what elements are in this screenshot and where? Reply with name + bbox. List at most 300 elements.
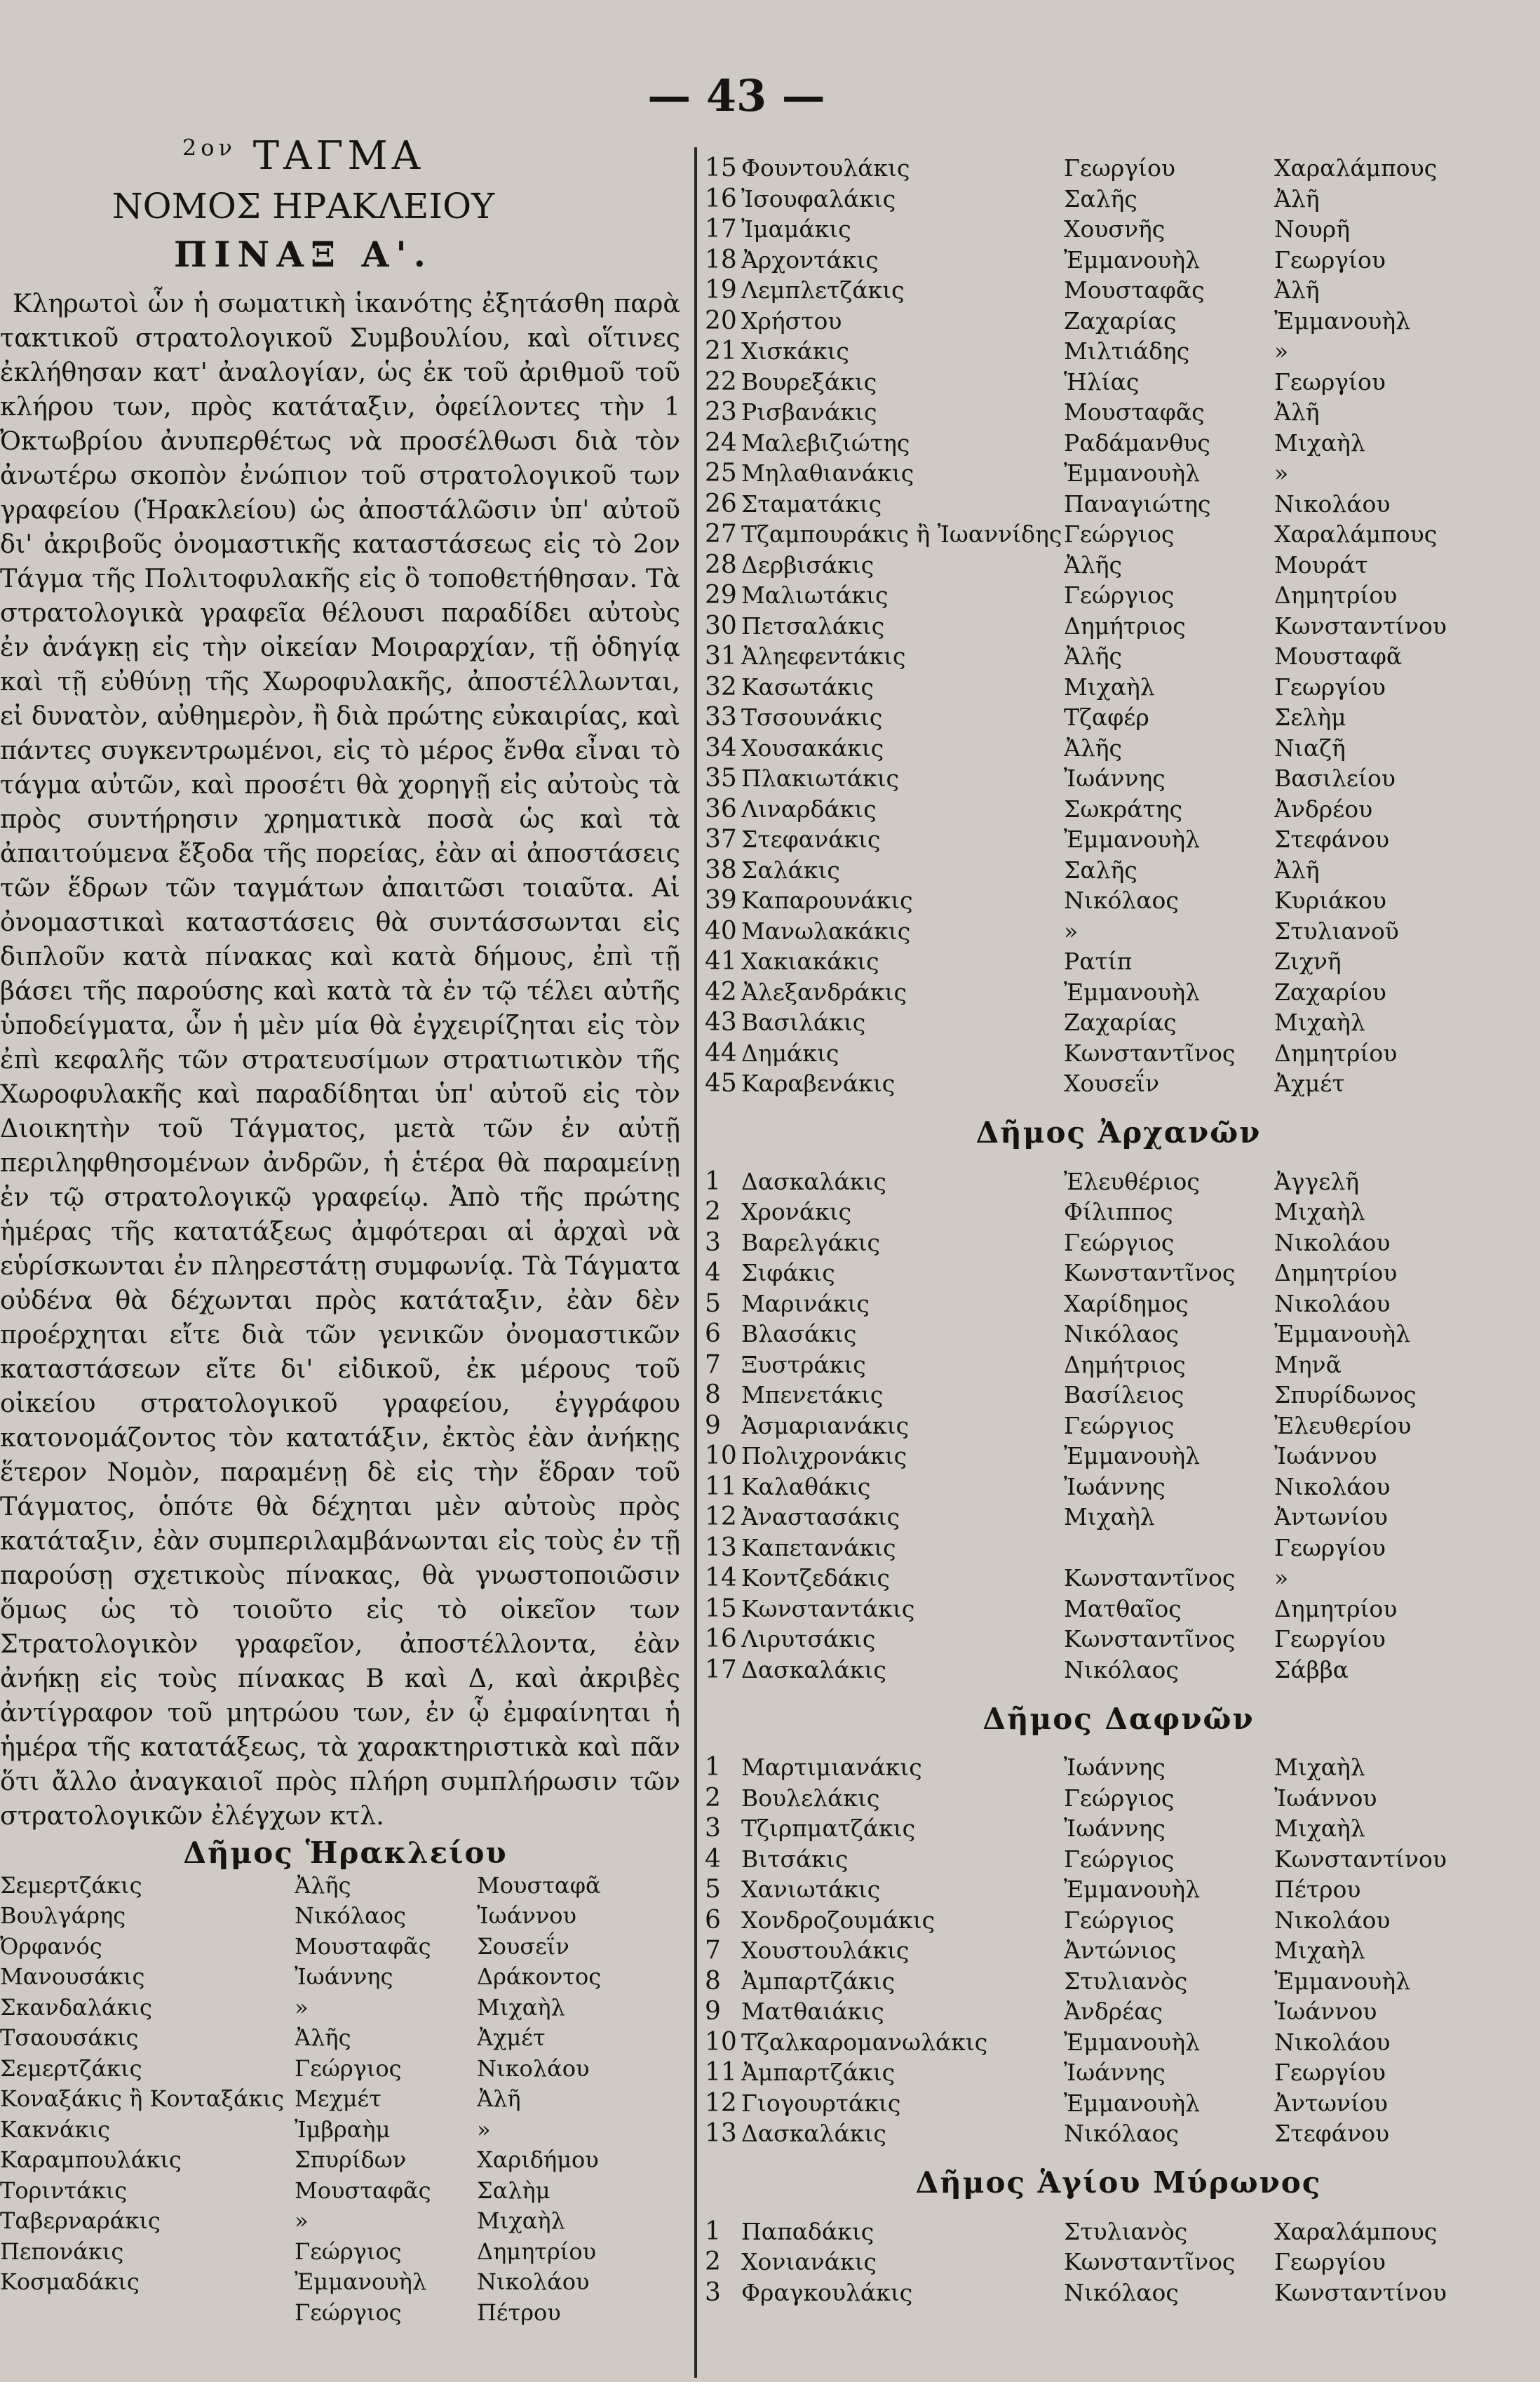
surname-cell: Χρήστου [741,307,842,335]
first-name-cell: Κωνσταντῖνος [1064,1259,1236,1287]
table-row [705,1844,1532,1875]
first-name-cell: Σαλῆς [1064,184,1137,213]
father-name-cell: Δημητρίου [1274,581,1398,610]
row-number-cell: 20 [705,306,737,335]
surname-cell: Σεμερτζάκις [0,1871,142,1899]
table-row [705,1563,1532,1594]
agiou-myronos-table [705,2216,1532,2308]
first-name-cell: » [295,2207,309,2235]
table-row [705,1472,1532,1502]
row-number-cell: 4 [705,1844,721,1873]
first-name-cell: Ἰωάννης [1064,765,1166,793]
surname-cell: Κωνσταντάκις [741,1594,915,1622]
surname-cell: Πλακιωτάκις [741,765,900,793]
row-number-cell: 39 [705,886,737,915]
first-name-cell: Μιχαὴλ [1064,1503,1155,1531]
table-row [705,153,1532,184]
row-number-cell: 6 [705,1905,721,1934]
row-number-cell: 24 [705,428,737,457]
father-name-cell: Μιχαὴλ [1274,1937,1365,1965]
table-row [705,1038,1532,1069]
first-name-cell: Γεώργιος [295,2054,402,2082]
table-row [705,977,1532,1008]
table-row [705,1258,1532,1288]
father-name-cell: Νιαζῆ [1274,734,1346,762]
table-row [705,1166,1532,1197]
surname-cell: Τσαουσάκις [0,2024,139,2052]
father-name-cell: Νικολάου [1274,2028,1391,2056]
table-row [705,611,1532,642]
page-number: — 43 — [647,70,825,121]
table-row [705,1874,1532,1905]
surname-cell: Βιτσάκις [741,1845,849,1873]
surname-cell: Ἀλεξανδράκις [741,978,907,1006]
row-number-cell: 2 [705,1197,721,1227]
surname-cell: Χρονάκις [741,1198,852,1226]
first-name-cell: Ζαχαρίας [1064,307,1177,335]
table-row [0,2206,610,2237]
left-column [0,133,691,2371]
father-name-cell: Ἀλῆ [1274,856,1320,884]
table-row [705,672,1532,703]
first-name-cell: Στυλιανὸς [1064,1967,1188,1995]
table-row [705,275,1532,306]
table-row [705,367,1532,398]
first-name-cell: Σωκράτης [1064,795,1183,823]
father-name-cell: Ἰωάννου [1274,1442,1377,1470]
first-name-cell: Ἀλῆς [295,2024,351,2052]
table-row [705,733,1532,764]
father-name-cell: Μιχαὴλ [477,1993,565,2021]
row-number-cell: 3 [705,1814,721,1843]
first-name-cell: Νικόλαος [1064,1655,1179,1683]
father-name-cell: Δράκοντος [477,1963,602,1991]
row-number-cell: 7 [705,1350,721,1379]
father-name-cell: Δημητρίου [477,2238,597,2265]
table-row [0,1901,610,1932]
surname-cell: Καλαθάκις [741,1472,871,1500]
first-name-cell: Ἐμμανουὴλ [1064,2028,1201,2056]
row-number-cell: 40 [705,916,737,946]
surname-cell: Δασκαλάκις [741,2120,886,2148]
surname-cell: Τζιρπματζάκις [741,1815,916,1843]
nomos-heading: ΝΟΜΟΣ ΗΡΑΚΛΕΙΟΥ [112,186,495,227]
surname-cell: Λιρυτσάκις [741,1625,876,1653]
father-name-cell: Γεωργίου [1274,673,1386,701]
row-number-cell: 23 [705,398,737,427]
table-row [705,1624,1532,1655]
first-name-cell: Νικόλαος [295,1902,406,1930]
row-number-cell: 10 [705,1441,737,1471]
first-name-cell: Ἀντώνιος [1064,1937,1177,1965]
surname-cell: Σιφάκις [741,1259,835,1287]
father-name-cell: Ζιχνῆ [1274,948,1342,976]
father-name-cell: Ἐμμανουὴλ [1274,307,1411,335]
surname-cell: Βλασάκις [741,1320,857,1348]
surname-cell: Ὀρφανός [0,1932,102,1960]
row-number-cell: 1 [705,2216,721,2246]
father-name-cell: » [477,2115,491,2143]
table-row [705,1783,1532,1814]
row-number-cell: 26 [705,489,737,518]
first-name-cell: Μεχμέτ [295,2085,381,2113]
table-row [705,458,1532,489]
first-name-cell: Χαρίδημος [1064,1289,1189,1317]
father-name-cell: Νικολάου [1274,1289,1391,1317]
surname-cell: Τοριντάκις [0,2176,128,2204]
first-name-cell: Κωνσταντῖνος [1064,1625,1236,1653]
father-name-cell: Μιχαὴλ [1274,429,1365,457]
first-name-cell: Ραδάμανθυς [1064,429,1210,457]
father-name-cell: Ἐμμανουὴλ [1274,1967,1411,1995]
first-name-cell: Γεώργιος [295,2238,402,2265]
father-name-cell: Νουρῆ [1274,215,1350,243]
father-name-cell: Γεωργίου [1274,368,1386,396]
table-row [705,885,1532,916]
row-number-cell: 12 [705,2088,737,2118]
row-number-cell: 3 [705,2277,721,2307]
table-row [705,1996,1532,2027]
tagma-number: 2ον [182,134,236,161]
first-name-cell: Μιλτιάδης [1064,337,1190,365]
surname-cell: Μπενετάκις [741,1381,884,1409]
first-name-cell: Ἰωάννης [1064,1815,1166,1843]
father-name-cell: Στεφάνου [1274,2120,1390,2148]
first-name-cell: Νικόλαος [1064,2120,1179,2148]
surname-cell: Βουλελάκις [741,1784,880,1812]
row-number-cell: 15 [705,1594,737,1623]
father-name-cell: Γεωργίου [1274,2059,1386,2087]
first-name-cell: Ματθαῖος [1064,1594,1182,1622]
surname-cell: Μηλαθιανάκις [741,459,914,487]
surname-cell: Λεμπλετζάκις [741,276,905,304]
father-name-cell: Βασιλείου [1274,765,1396,793]
first-name-cell: Χουσεΐν [1064,1070,1160,1098]
father-name-cell: Μιχαὴλ [1274,1198,1365,1226]
table-row [705,306,1532,337]
father-name-cell: Ἀλῆ [1274,276,1320,304]
surname-cell: Πετσαλάκις [741,612,885,640]
row-number-cell: 2 [705,1783,721,1812]
surname-cell: Χουστουλάκις [741,1937,910,1965]
surname-cell: Στεφανάκις [741,826,881,854]
father-name-cell: Ἀντωνίου [1274,1503,1388,1531]
table-row [705,1197,1532,1227]
row-number-cell: 16 [705,184,737,213]
row-number-cell: 38 [705,855,737,884]
row-number-cell: 11 [705,2058,737,2087]
father-name-cell: Ἀχμέτ [477,2024,546,2052]
father-name-cell: Σελὴμ [1274,704,1346,732]
first-name-cell: Νικόλαος [1064,1320,1179,1348]
row-number-cell: 2 [705,2247,721,2277]
table-row [705,336,1532,367]
table-row [705,855,1532,886]
row-number-cell: 3 [705,1227,721,1257]
row-number-cell: 29 [705,581,737,610]
table-row [0,2145,610,2176]
surname-cell: Ἀρχοντάκις [741,245,879,274]
first-name-cell: Ἀλῆς [1064,642,1122,671]
father-name-cell: Γεωργίου [1274,2248,1386,2276]
row-number-cell: 33 [705,703,737,732]
father-name-cell: Μουσταφᾶ [1274,642,1403,671]
first-name-cell: Βασίλειος [1064,1381,1184,1409]
father-name-cell: Ζαχαρίου [1274,978,1386,1006]
father-name-cell: Χαραλάμπους [1274,2217,1438,2245]
surname-cell: Βουρεξάκις [741,368,877,396]
first-name-cell: Μουσταφᾶς [295,1932,431,1960]
first-name-cell: Κωνσταντῖνος [1064,1039,1236,1067]
surname-cell: Χακιακάκις [741,948,879,976]
table-row [705,489,1532,520]
table-row [705,428,1532,459]
father-name-cell: Νικολάου [1274,1906,1391,1934]
row-number-cell: 43 [705,1008,737,1037]
table-row [0,2236,610,2267]
tagma-heading [0,133,691,179]
row-number-cell: 28 [705,550,737,579]
table-row [705,1905,1532,1936]
father-name-cell: Σαλὴμ [477,2176,551,2204]
first-name-cell: Νικόλαος [1064,2278,1179,2306]
surname-cell: Ταβερναράκις [0,2207,161,2235]
surname-cell: Ματθαιάκις [741,1998,884,2026]
surname-cell: Τζαμπουράκις ἢ Ἰωαννίδης [741,520,1062,549]
first-name-cell: Ἐλευθέριος [1064,1167,1200,1195]
table-row [0,2267,610,2298]
table-row [705,2216,1532,2247]
first-name-cell: Ἰωάννης [295,1963,393,1991]
table-row [705,1007,1532,1038]
first-name-cell: Ρατίπ [1064,948,1133,976]
row-number-cell: 44 [705,1038,737,1068]
surname-cell: Πεπονάκις [0,2238,124,2265]
father-name-cell: Πέτρου [1274,1876,1361,1904]
surname-cell: Δασκαλάκις [741,1167,886,1195]
surname-cell: Σκανδαλάκις [0,1993,152,2021]
first-name-cell: Ἀνδρέας [1064,1998,1163,2026]
table-row [0,1962,610,1993]
surname-cell: Καραβενάκις [741,1070,896,1098]
first-name-cell: Γεώργιος [295,2299,402,2326]
row-number-cell: 18 [705,245,737,274]
row-number-cell: 6 [705,1319,721,1349]
surname-cell: Μαλιωτάκις [741,581,889,610]
irakleiou-table [0,1870,610,2328]
table-row [0,1992,610,2023]
table-row [705,1966,1532,1997]
table-row [705,550,1532,581]
surname-cell [0,2297,295,2328]
first-name-cell: Ἰωάννης [1064,2059,1166,2087]
table-row [705,1068,1532,1099]
father-name-cell: Νικολάου [1274,1228,1391,1256]
surname-cell: Χουσακάκις [741,734,884,762]
father-name-cell: Ἐμμανουὴλ [1274,1320,1411,1348]
table-row [705,1350,1532,1380]
first-name-cell: Ἡλίας [1064,368,1140,396]
surname-cell: Λιναρδάκις [741,795,877,823]
column-divider [694,147,697,2378]
row-number-cell: 1 [705,1753,721,1782]
father-name-cell: Μουσταφᾶ [477,1871,601,1899]
row-number-cell: 5 [705,1875,721,1904]
row-number-cell: 41 [705,947,737,976]
first-name-cell: Κωνσταντῖνος [1064,2248,1236,2276]
father-name-cell: Ἰωάννου [1274,1998,1377,2026]
tagma-word: ΤΑΓΜΑ [252,133,425,179]
table-row [0,2297,610,2328]
first-name-cell: Παναγιώτης [1064,490,1211,518]
surname-cell: Πολιχρονάκις [741,1442,907,1470]
table-row [705,1380,1532,1411]
row-number-cell: 42 [705,977,737,1007]
first-name-cell: Ἐμμανουὴλ [1064,1442,1201,1470]
table-row [705,1935,1532,1966]
first-name-cell: Σπυρίδων [295,2146,407,2174]
table-row [705,1752,1532,1783]
row-number-cell: 17 [705,1655,737,1684]
father-name-cell: Μουράτ [1274,551,1368,579]
first-name-cell: Ἀλῆς [1064,551,1122,579]
father-name-cell: Κωνσταντίνου [1274,2278,1447,2306]
table-row [705,1441,1532,1472]
surname-cell: Φραγκουλάκις [741,2278,913,2306]
father-name-cell: Ἰωάννου [477,1902,576,1930]
father-name-cell: Δημητρίου [1274,1594,1398,1622]
father-name-cell: Ἀλῆ [1274,184,1320,213]
first-name-cell: Ἐμμανουὴλ [1064,978,1201,1006]
row-number-cell: 9 [705,1997,721,2026]
table-row [705,1533,1532,1563]
father-name-cell: Χαραλάμπους [1274,520,1438,549]
row-number-cell: 11 [705,1472,737,1501]
row-number-cell: 22 [705,367,737,396]
row-number-cell: 35 [705,764,737,793]
father-name-cell: Ἐλευθερίου [1274,1411,1412,1439]
first-name-cell: Γεώργιος [1064,1784,1175,1812]
surname-cell: Ἀσμαριανάκις [741,1411,910,1439]
first-name-cell: Σαλῆς [1064,856,1137,884]
first-name-cell: Γεώργιος [1064,1228,1175,1256]
father-name-cell: Δημητρίου [1274,1039,1398,1067]
father-name-cell: » [1274,337,1289,365]
surname-cell: Δασκαλάκις [741,1655,886,1683]
father-name-cell: Χαραλάμπους [1274,154,1438,182]
table-row [705,824,1532,855]
first-name-cell [1064,1533,1274,1563]
table-row [705,946,1532,977]
archanon-table [705,1166,1532,1685]
table-row [705,2118,1532,2149]
father-name-cell: Νικολάου [477,2268,590,2296]
row-number-cell: 14 [705,1563,737,1593]
father-name-cell: Χαριδήμου [477,2146,599,2174]
father-name-cell: Ἀλῆ [1274,398,1320,426]
surname-cell: Βουλγάρης [0,1902,126,1930]
first-name-cell: Ἐμμανουὴλ [1064,459,1201,487]
father-name-cell: » [1274,1564,1289,1592]
surname-cell: Τσσουνάκις [741,704,883,732]
first-name-cell: Κωνσταντῖνος [1064,1564,1236,1592]
table-row [705,1227,1532,1258]
surname-cell: Τζαλκαρομανωλάκις [741,2028,988,2056]
section-title-irakleiou: Δῆμος Ἡρακλείου [183,1836,508,1870]
surname-cell: Μανουσάκις [0,1963,145,1991]
surname-cell: Δημάκις [741,1039,839,1067]
row-number-cell: 9 [705,1411,721,1440]
table-row [705,1288,1532,1319]
first-name-cell: Ἐμμανουὴλ [295,2268,427,2296]
first-name-cell: Ζαχαρίας [1064,1009,1177,1037]
table-row [0,1870,610,1901]
table-row [705,214,1532,245]
father-name-cell: Ἀντωνίου [1274,2089,1388,2117]
table-row [705,2088,1532,2119]
right-column [705,153,1532,2376]
surname-cell: Ἰσουφαλάκις [741,184,896,213]
first-name-cell: Ἰμβραὴμ [295,2115,391,2143]
table-row [705,397,1532,428]
row-number-cell: 21 [705,337,737,366]
table-row [0,2023,610,2054]
table-row [705,580,1532,611]
surname-cell: Ξυστράκις [741,1350,866,1378]
row-number-cell: 45 [705,1069,737,1098]
surname-cell: Βασιλάκις [741,1009,866,1037]
pinax-heading: ΠΙΝΑΞ Α'. [173,234,433,275]
row-number-cell: 1 [705,1166,721,1196]
first-name-cell: Ἰωάννης [1064,1472,1166,1500]
first-name-cell: Ἰωάννης [1064,1754,1166,1782]
table-row [705,1594,1532,1624]
surname-cell: Μανωλακάκις [741,917,911,945]
row-number-cell: 4 [705,1258,721,1288]
first-name-cell: Νικόλαος [1064,887,1179,915]
table-row [705,1411,1532,1441]
father-name-cell: Μιχαὴλ [1274,1815,1365,1843]
surname-cell: Παπαδάκις [741,2217,874,2245]
first-name-cell: Ἀλῆς [295,1871,351,1899]
section-title-archanon: Δῆμος Ἀρχανῶν [975,1115,1262,1150]
first-name-cell: Στυλιανὸς [1064,2217,1188,2245]
first-name-cell: » [295,1993,309,2021]
surname-cell: Μαρτιμιανάκις [741,1754,922,1782]
table-row [705,519,1532,550]
surname-cell: Σαλάκις [741,856,840,884]
father-name-cell: Ἰωάννου [1274,1784,1377,1812]
father-name-cell: Μηνᾶ [1274,1350,1342,1378]
first-name-cell: Γεώργιος [1064,1906,1175,1934]
section-title-agiou-myronos: Δῆμος Ἁγίου Μύρωνος [915,2165,1322,2200]
surname-cell: Χανιωτάκις [741,1876,881,1904]
first-name-cell: Μουσταφᾶς [1064,398,1205,426]
row-number-cell: 19 [705,276,737,305]
surname-cell: Σταματάκις [741,490,882,518]
surname-cell: Καραμπουλάκις [0,2146,182,2174]
table-row [705,184,1532,215]
table-row [705,794,1532,825]
first-name-cell: Γεώργιος [1064,1845,1175,1873]
row-number-cell: 25 [705,459,737,488]
first-name-cell: Γεώργιος [1064,581,1175,610]
irakleiou-continued-table [705,153,1532,1099]
row-number-cell: 15 [705,154,737,183]
father-name-cell: Ἀχμέτ [1274,1070,1345,1098]
father-name-cell: Μιχαὴλ [1274,1009,1365,1037]
row-number-cell: 34 [705,733,737,762]
